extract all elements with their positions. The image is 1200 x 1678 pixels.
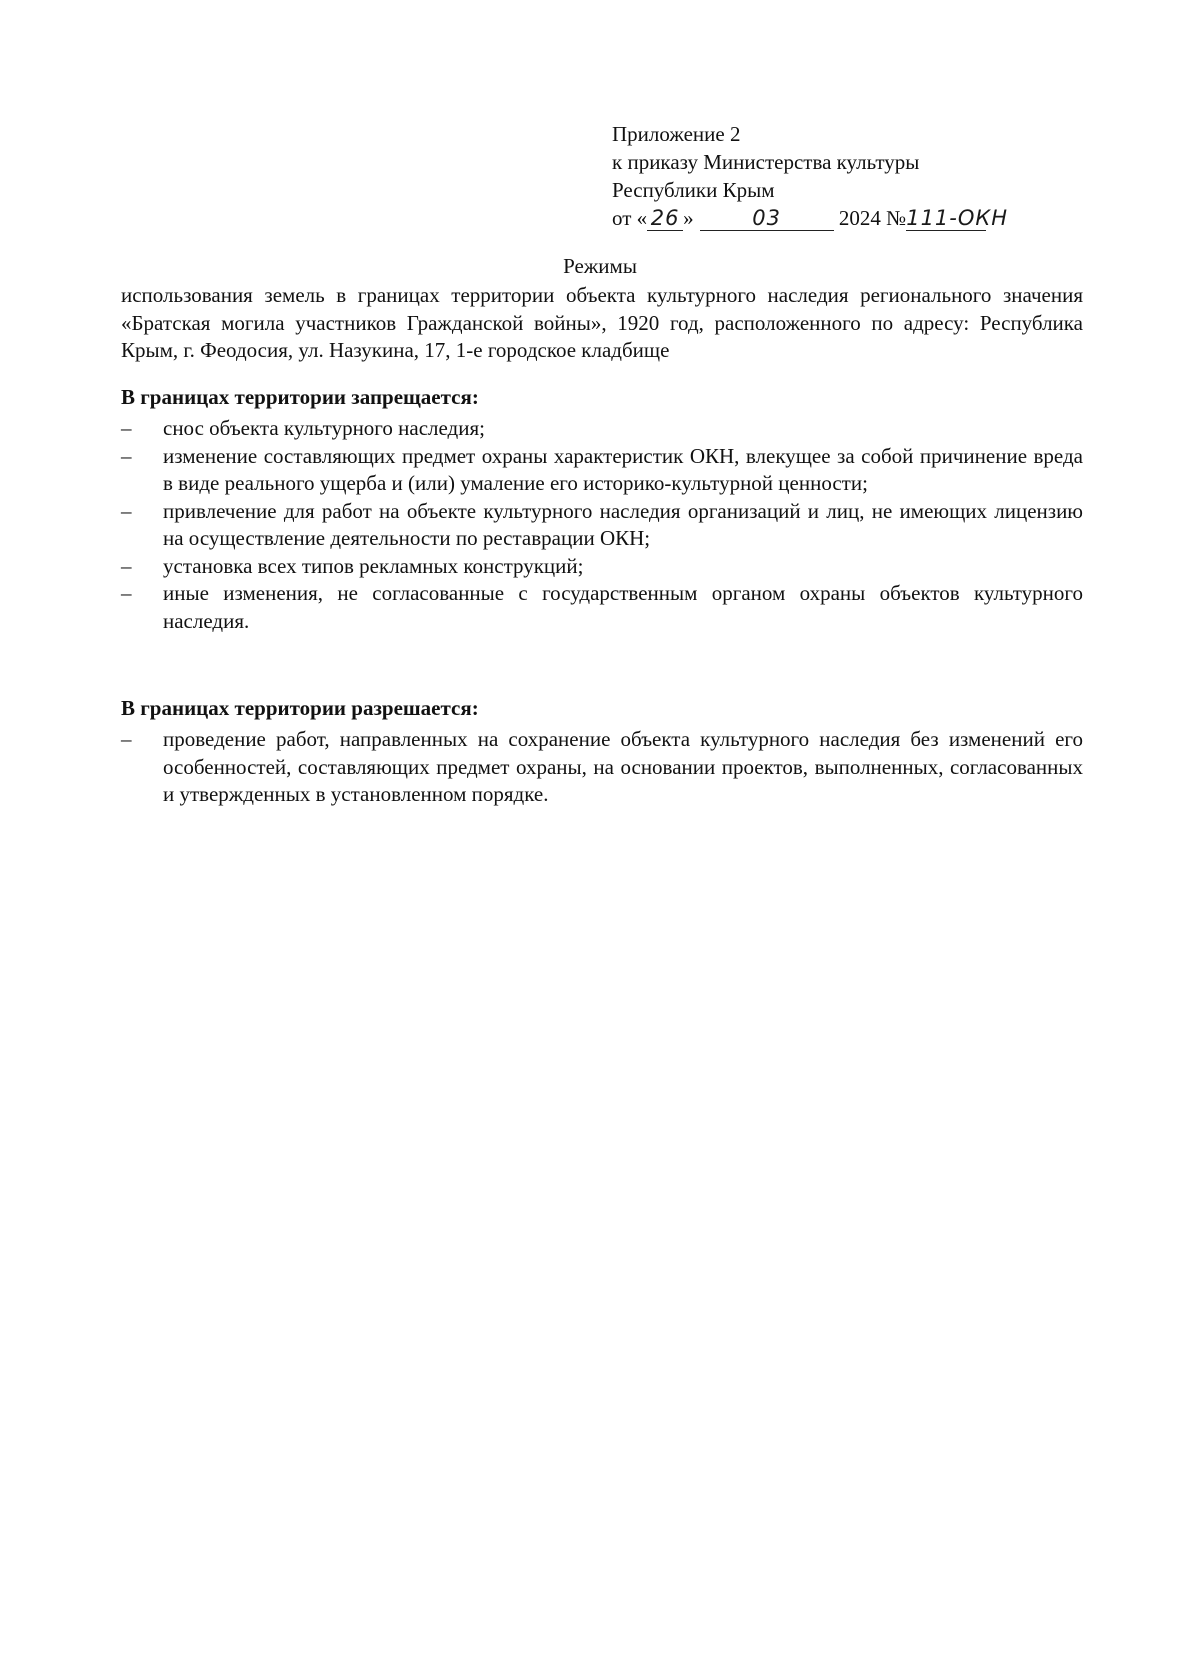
order-month: 03 — [700, 206, 834, 231]
list-item-text: иные изменения, не согласованные с государственным органом охраны объектов культурного наследия. — [163, 581, 1083, 633]
document-subtitle: использования земель в границах территории объекта культурного наследия регионального значения «Братская могила участников Гражданской войны», 1920 год, расположенного по адресу: Республика Крым, г. Феодосия, ул. Назукина, 17, 1-е городское кладбище — [121, 283, 1083, 362]
allowed-list — [121, 726, 1083, 809]
order-day: 26 — [647, 206, 683, 231]
bullet-dash: – — [121, 727, 132, 751]
list-item-text: проведение работ, направленных на сохранение объекта культурного наследия без изменений его особенностей, составляющих предмет охраны, на основании проектов, выполненных, согласованных и утвержденных в установленном порядке. — [163, 727, 1083, 806]
from-label: от « — [612, 206, 648, 230]
allowed-section — [121, 694, 1083, 809]
list-item — [121, 498, 1083, 553]
list-item-text: установка всех типов рекламных конструкций; — [163, 553, 584, 578]
close-quote: » — [683, 206, 694, 230]
prohibited-heading: В границах территории запрещается: — [121, 385, 479, 409]
bullet-dash: – — [121, 553, 132, 578]
bullet-dash: – — [121, 581, 132, 605]
bullet-dash: – — [121, 443, 132, 468]
list-item — [121, 580, 1083, 635]
appendix-line-2: к приказу Министерства культуры — [612, 150, 920, 174]
order-date-line — [612, 204, 1009, 232]
list-item-text: привлечение для работ на объекте культурного наследия организаций и лиц, не имеющих лицензию на осуществление деятельности по реставрации ОКН; — [163, 498, 1083, 550]
bullet-dash: – — [121, 416, 132, 440]
prohibited-section — [121, 383, 1083, 635]
order-number: 111-ОКН — [906, 206, 1009, 230]
appendix-line-3: Республики Крым — [612, 178, 775, 202]
list-item — [121, 415, 1083, 443]
order-year-label: 2024 № — [838, 206, 907, 230]
document-title: Режимы — [563, 254, 637, 278]
list-item — [121, 553, 1083, 581]
allowed-heading: В границах территории разрешается: — [121, 696, 479, 720]
list-item — [121, 726, 1083, 809]
appendix-header — [612, 120, 1009, 232]
list-item-text: изменение составляющих предмет охраны характеристик ОКН, влекущее за собой причинение вреда в виде реального ущерба и (или) умаление его историко-культурной ценности; — [163, 443, 1083, 495]
list-item — [121, 443, 1083, 498]
bullet-dash: – — [121, 498, 132, 523]
list-item-text: снос объекта культурного наследия; — [163, 416, 485, 440]
prohibited-list — [121, 415, 1083, 635]
appendix-line-1: Приложение 2 — [612, 122, 741, 146]
